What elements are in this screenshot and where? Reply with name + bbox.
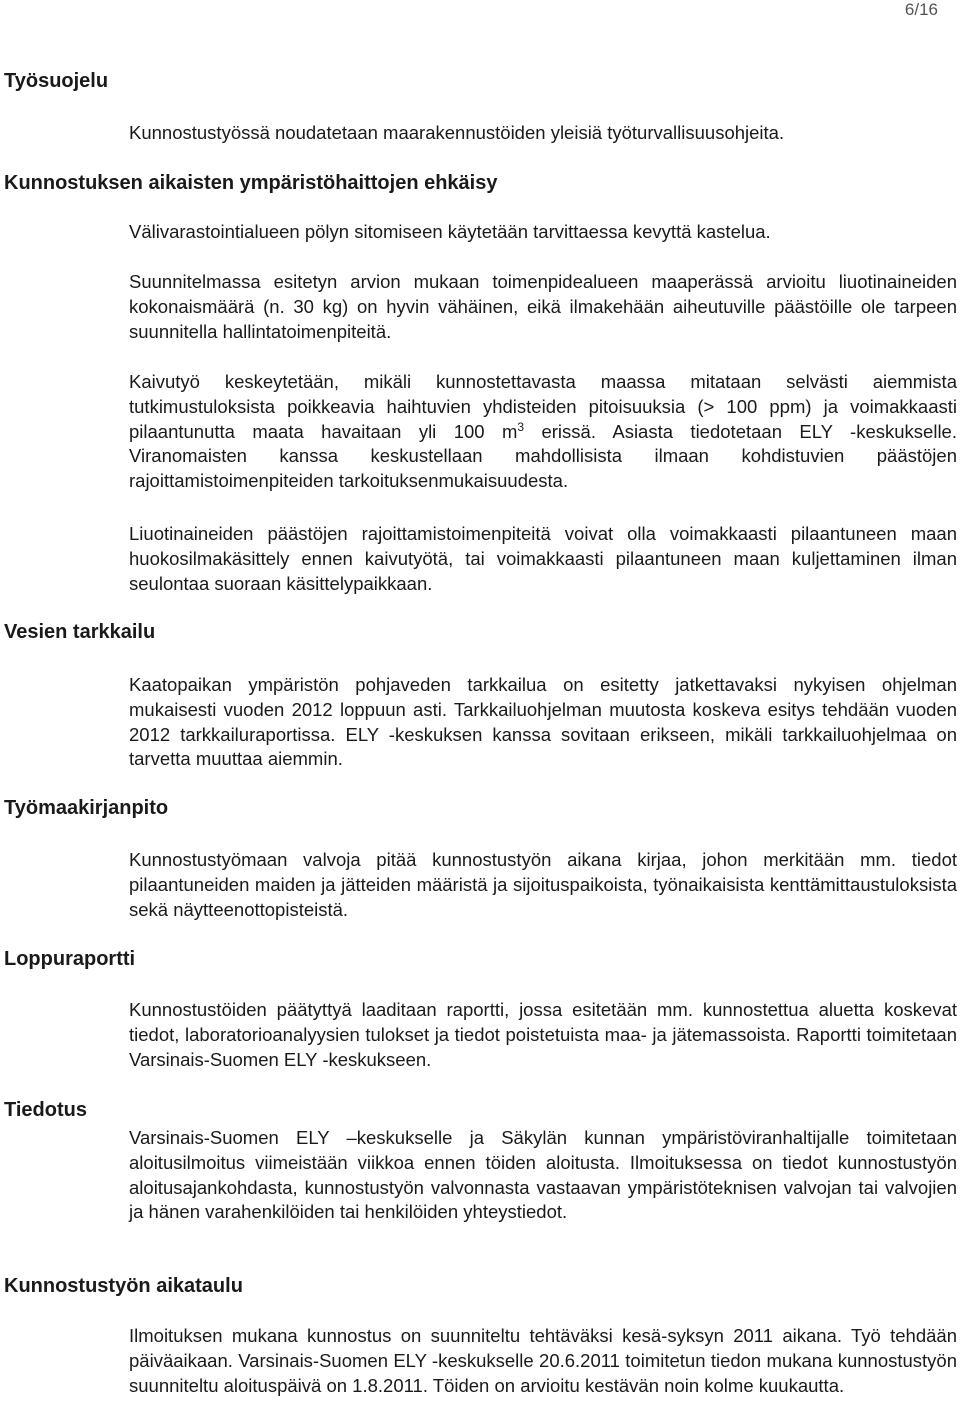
heading-tyosuojelu: Työsuojelu [4, 70, 109, 92]
paragraph-tiedotus: Varsinais-Suomen ELY –keskukselle ja Säkylän kunnan ympäristöviranhaltijalle toimitetaan aloitusilmoitus viimeistään viikkoa ennen töiden aloitusta. Ilmoituksessa on tiedot kunnostustyön aloitusajankohdasta, kunnostustyön valvonnasta vastaavan ympäristöteknisen valvojan tai valvojien ja hänen varahenkilöiden tai henkilöiden yhteystiedot. [129, 1127, 957, 1223]
heading-vesien-tarkkailu: Vesien tarkkailu [4, 621, 156, 643]
paragraph-aikataulu: Ilmoituksen mukana kunnostus on suunniteltu tehtäväksi kesä-syksyn 2011 aikana. Työ tehdään päiväaikaan. Varsinais-Suomen ELY -keskukselle 20.6.2011 toimitetun tiedon mukana kunnostustyön suunniteltu aloituspäivä on 1.8.2011. Töiden on arvioitu kestävän noin kolme kuukautta. [129, 1325, 957, 1396]
paragraph-liuotinaineet: Suunnitelmassa esitetyn arvion mukaan toimenpidealueen maaperässä arvioitu liuotinaineiden kokonaismäärä (n. 30 kg) on hyvin vähäinen, eikä ilmakehään aiheutuville päästöille ole tarpeen suunnitella hallintatoimenpiteitä. [129, 271, 957, 342]
heading-loppuraportti: Loppuraportti [4, 948, 136, 970]
paragraph-kaivutyo [129, 370, 957, 494]
paragraph-tyosuojelu: Kunnostustyössä noudatetaan maarakennustöiden yleisiä työturvallisuusohjeita. [129, 122, 785, 143]
heading-tyomaakirjanpito: Työmaakirjanpito [4, 797, 169, 819]
paragraph-tyomaakirjanpito: Kunnostustyömaan valvoja pitää kunnostustyön aikana kirjaa, johon merkitään mm. tiedot pilaantuneiden maiden ja jätteiden määristä ja sijoituspaikoista, työnaikaisista kenttämittaustuloksista sekä näytteenottopisteistä. [129, 849, 957, 920]
heading-haittojen-ehkaisy: Kunnostuksen aikaisten ympäristöhaittojen ehkäisy [4, 172, 498, 194]
paragraph-rajoittamistoimenpiteet: Liuotinaineiden päästöjen rajoittamistoimenpiteitä voivat olla voimakkaasti pilaantuneen maan huokosilmakäsittely ennen kaivutyötä, tai voimakkaasti pilaantuneen maan kuljettaminen ilman seulontaa suoraan käsittelypaikkaan. [129, 523, 957, 594]
heading-aikataulu: Kunnostustyön aikataulu [4, 1275, 243, 1297]
paragraph-loppuraportti: Kunnostustöiden päätyttyä laaditaan raportti, jossa esitetään mm. kunnostettua aluetta koskevat tiedot, laboratorioanalyysien tulokset ja tiedot poistetuista maa- ja jätemassoista. Raportti toimitetaan Varsinais-Suomen ELY -keskukseen. [129, 999, 957, 1070]
paragraph-kastelu: Välivarastointialueen pölyn sitomiseen käytetään tarvittaessa kevyttä kastelua. [129, 221, 771, 242]
paragraph-kaivutyo-b: erissä. Asiasta tiedotetaan ELY -keskukselle. Viranomaisten kanssa keskustellaan mahdollisista ilmaan kohdistuvien päästöjen rajoittamistoimenpiteiden tarkoituksenmukaisuudesta. [129, 420, 957, 492]
heading-tiedotus: Tiedotus [4, 1099, 87, 1121]
page-number: 6/16 [904, 0, 938, 19]
superscript: 3 [517, 419, 525, 434]
paragraph-kaivutyo-a: Kaivutyö keskeytetään, mikäli kunnostettavasta maassa mitataan selvästi aiemmista tutkimustuloksista poikkeavia haihtuvien yhdisteiden pitoisuuksia (> 100 ppm) ja voimakkaasti pilaantunutta maata havaitaan yli 100 m [129, 371, 957, 442]
paragraph-vesien-tarkkailu: Kaatopaikan ympäristön pohjaveden tarkkailua on esitetty jatkettavaksi nykyisen ohjelman mukaisesti vuoden 2012 loppuun asti. Tarkkailuohjelman muutosta koskeva esitys tehdään vuoden 2012 tarkkailuraportissa. ELY -keskuksen kanssa sovitaan erikseen, mikäli tarkkailuohjelmaa on tarvetta muuttaa aiemmin. [129, 674, 957, 770]
